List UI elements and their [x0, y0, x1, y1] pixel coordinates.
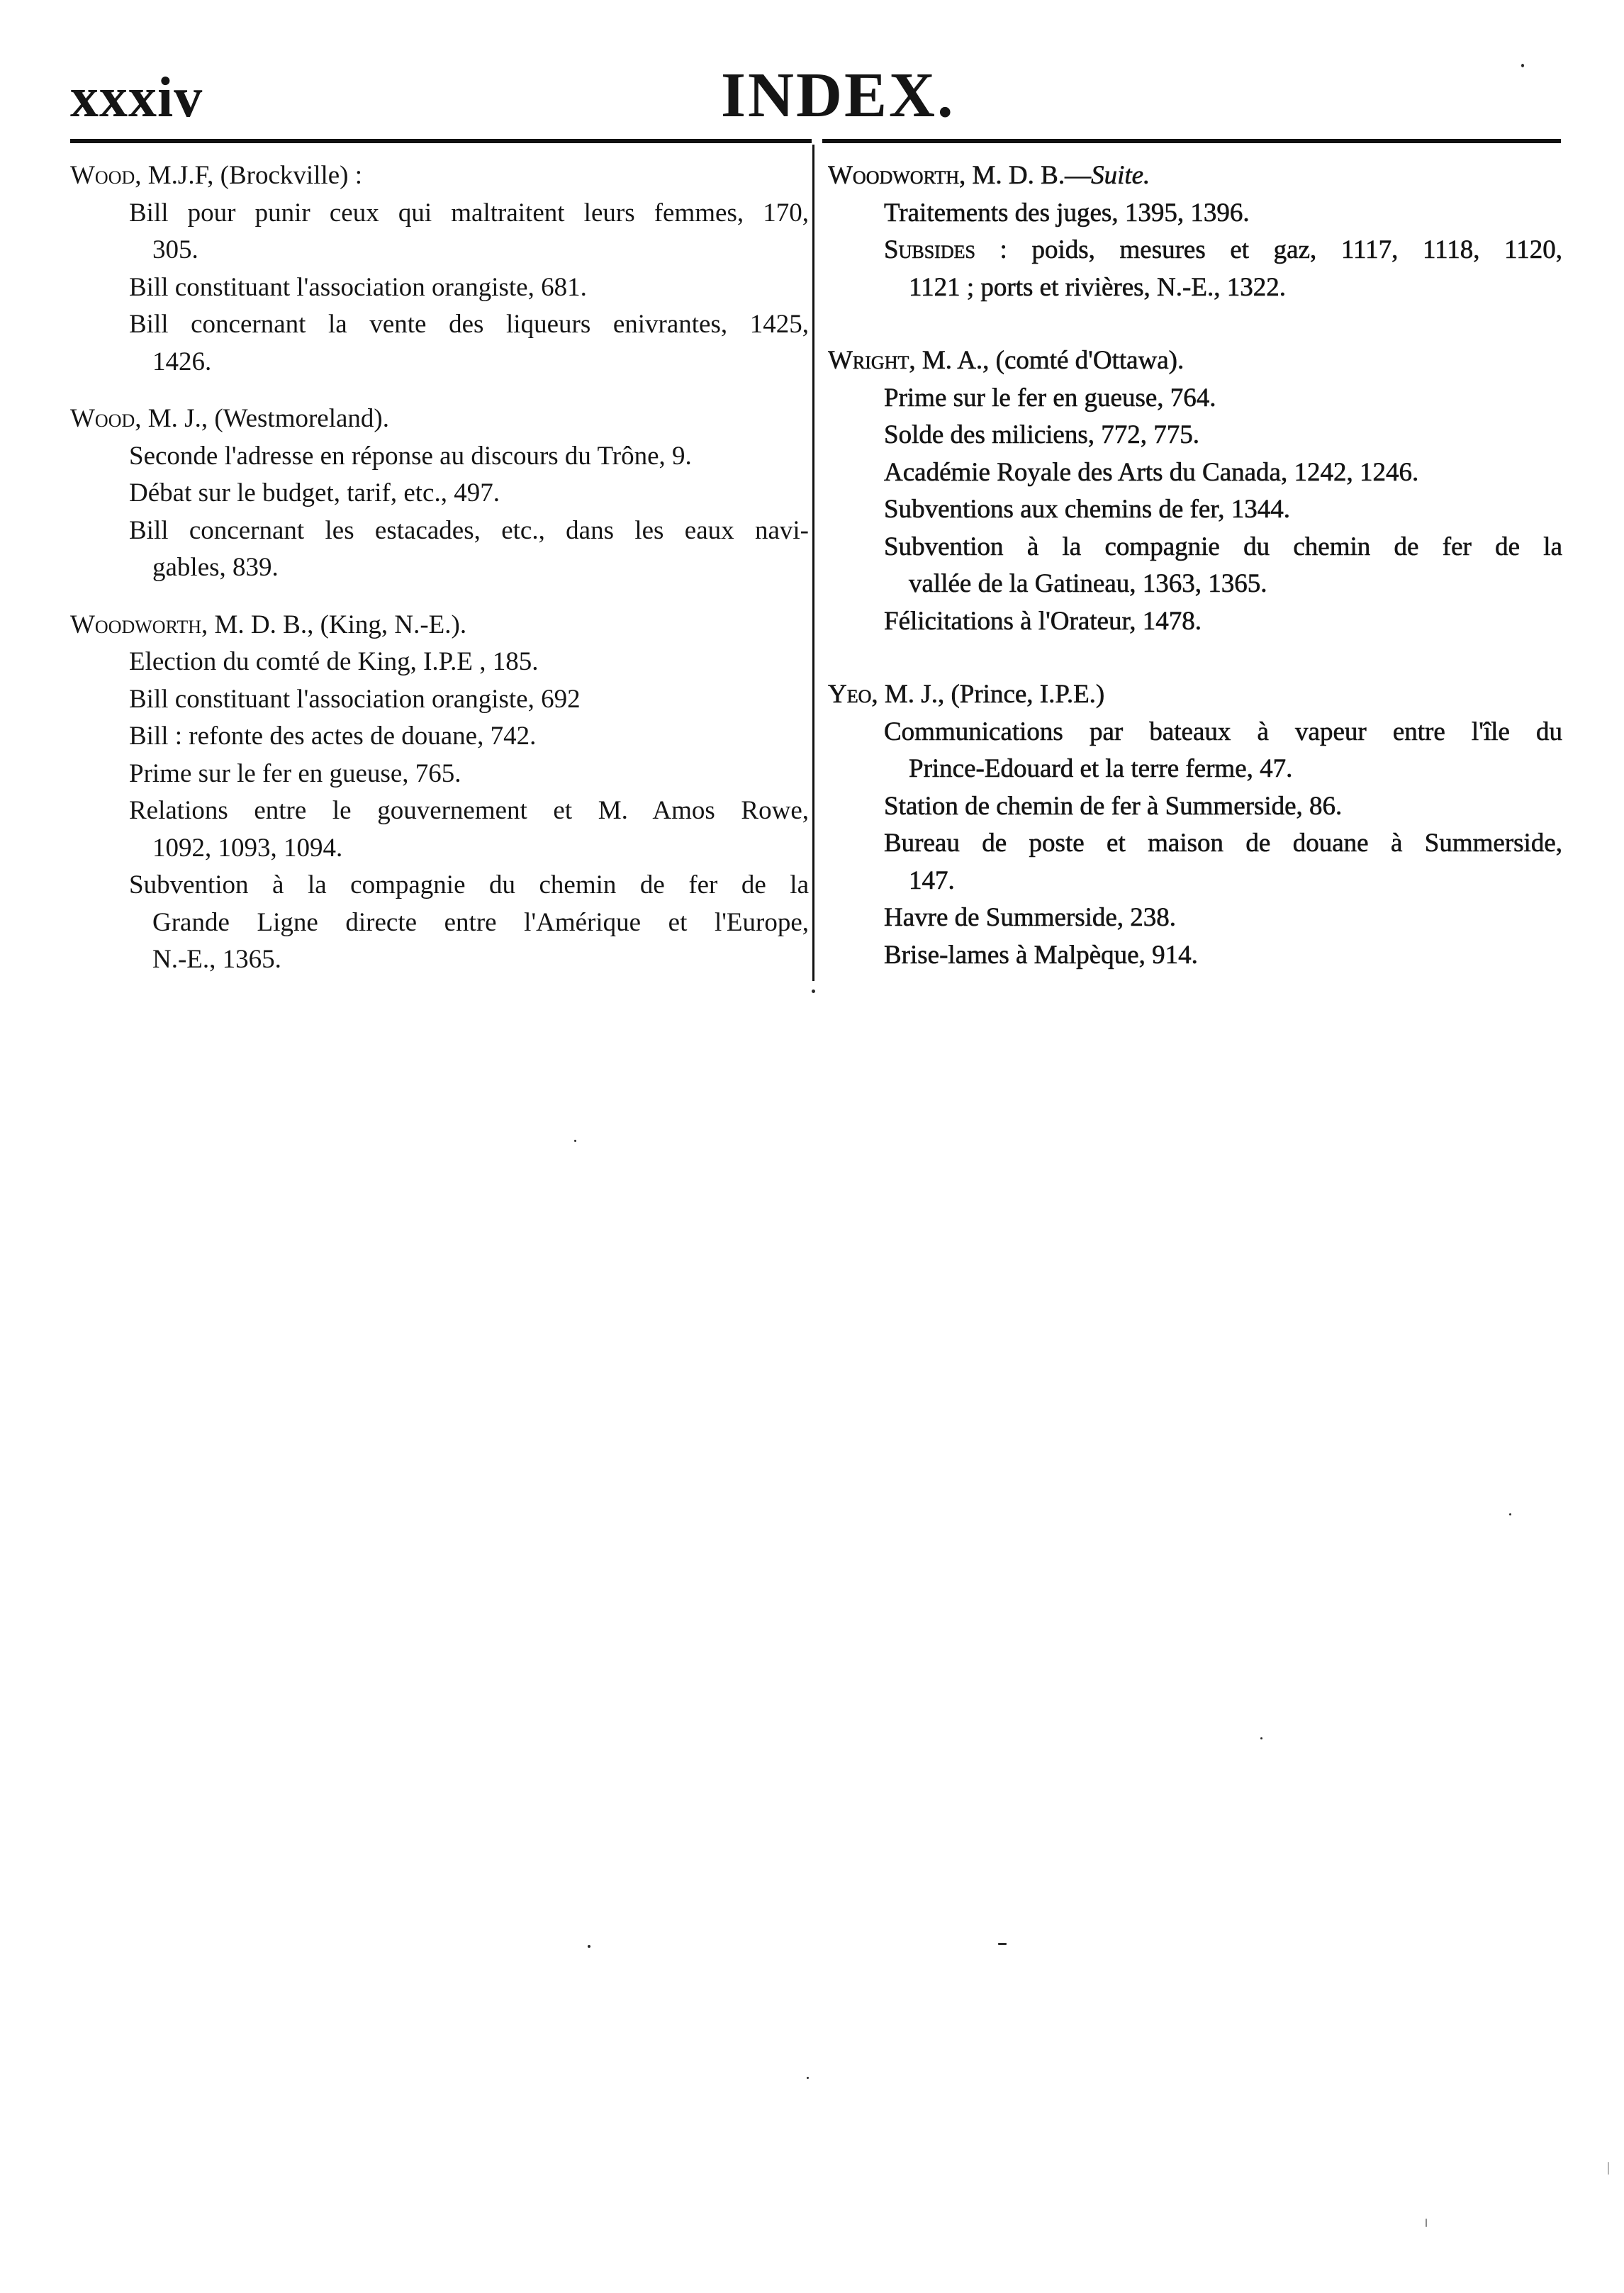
entry-details: , M. J., (Prince, I.P.E.)	[871, 680, 1105, 709]
item-text: Bill constituant l'association orangiste, 692	[129, 684, 581, 714]
item-text: Prime sur le fer en gueuse, 764.	[884, 383, 1216, 413]
index-item	[828, 380, 1562, 417]
index-item	[70, 756, 809, 793]
item-line	[70, 438, 809, 476]
index-item	[828, 788, 1562, 826]
index-item	[70, 792, 809, 867]
item-line	[70, 756, 809, 793]
item-text: Bill concernant les estacades, etc., dans les eaux navi-	[129, 515, 809, 545]
index-item	[828, 491, 1562, 529]
entry-name: Woodworth	[828, 161, 960, 190]
header-rule-right	[822, 139, 1561, 143]
index-item	[70, 195, 809, 269]
item-text: Communications par bateaux à vapeur entre l'île du	[884, 717, 1562, 746]
item-line	[70, 718, 809, 756]
index-item	[70, 306, 809, 381]
item-text: 1092, 1093, 1094.	[152, 833, 343, 863]
item-text: Solde des miliciens, 772, 775.	[884, 420, 1199, 449]
column-divider	[812, 145, 814, 981]
item-text: Election du comté de King, I.P.E , 185.	[129, 647, 539, 676]
index-entry	[70, 400, 809, 587]
index-item	[70, 512, 809, 587]
item-line	[70, 941, 809, 979]
item-text: Brise-lames à Malpèque, 914.	[884, 940, 1198, 970]
item-text: Traitements des juges, 1395, 1396.	[884, 198, 1250, 228]
item-text: Bill concernant la vente des liqueurs enivrantes, 1425,	[129, 310, 809, 339]
entry-name: Wood	[70, 404, 135, 433]
entry-name: Wood	[70, 161, 135, 190]
item-text: Félicitations à l'Orateur, 1478.	[884, 606, 1202, 636]
divider-end-dot	[812, 989, 815, 993]
item-line	[70, 867, 809, 904]
scan-speck	[998, 1943, 1007, 1945]
entry-details: , M.J.F, (Brockville) :	[135, 161, 363, 190]
page-number: xxxiv	[70, 67, 203, 129]
index-item	[828, 417, 1562, 454]
entry-details: , M. D. B., (King, N.-E.).	[201, 610, 467, 639]
item-line	[70, 681, 809, 719]
entry-heading	[828, 676, 1562, 714]
index-column-left	[70, 157, 809, 979]
scan-speck	[1608, 2162, 1609, 2175]
scan-speck	[807, 2077, 809, 2079]
item-line	[828, 937, 1562, 975]
item-line	[828, 566, 1562, 603]
index-item	[70, 681, 809, 719]
index-item	[828, 937, 1562, 975]
index-item	[70, 438, 809, 476]
entry-details: , M. J., (Westmoreland).	[135, 404, 389, 433]
item-line	[828, 899, 1562, 937]
item-text: 147.	[909, 865, 955, 895]
item-line	[828, 825, 1562, 863]
entry-heading	[828, 342, 1562, 380]
entry-name: Yeo	[828, 680, 872, 709]
item-text: Relations entre le gouvernement et M. Amos Rowe,	[129, 796, 809, 825]
item-line	[828, 529, 1562, 566]
item-line	[70, 195, 809, 232]
index-item	[70, 718, 809, 756]
index-item	[828, 899, 1562, 937]
index-item	[828, 454, 1562, 492]
scan-speck	[1521, 64, 1524, 67]
item-line	[70, 792, 809, 830]
item-line	[828, 417, 1562, 454]
item-line	[828, 380, 1562, 417]
item-text: Prime sur le fer en gueuse, 765.	[129, 758, 461, 788]
index-item	[828, 232, 1562, 306]
entry-suffix: Suite.	[1091, 161, 1150, 190]
index-entry	[828, 157, 1562, 306]
item-line	[828, 863, 1562, 900]
entry-name: Wright	[828, 346, 909, 375]
entry-heading	[70, 607, 809, 644]
item-text: Bill : refonte des actes de douane, 742.	[129, 722, 537, 751]
item-line	[70, 830, 809, 868]
index-item	[828, 603, 1562, 641]
item-line	[70, 549, 809, 587]
item-line	[828, 603, 1562, 641]
item-text: Débat sur le budget, tarif, etc., 497.	[129, 478, 500, 508]
item-line	[70, 475, 809, 512]
entry-name: Woodworth	[70, 610, 202, 639]
item-text: Subvention à la compagnie du chemin de fer de la	[884, 532, 1562, 561]
scan-speck	[1426, 2219, 1427, 2227]
index-entry	[828, 342, 1562, 640]
item-line	[70, 512, 809, 550]
item-text: 1121 ; ports et rivières, N.-E., 1322.	[909, 272, 1286, 302]
index-item	[828, 714, 1562, 788]
index-entry	[70, 607, 809, 979]
item-text: Prince-Edouard et la terre ferme, 47.	[909, 754, 1293, 783]
item-line	[828, 491, 1562, 529]
item-text: Seconde l'adresse en réponse au discours du Trône, 9.	[129, 441, 692, 471]
item-line	[70, 232, 809, 269]
index-entry	[828, 676, 1562, 974]
index-item	[70, 644, 809, 681]
item-text: 1426.	[152, 347, 212, 376]
index-item	[828, 825, 1562, 899]
item-text: gables, 839.	[152, 553, 279, 582]
index-item	[70, 475, 809, 512]
scan-speck	[1509, 1513, 1511, 1515]
item-lead: Subsides	[884, 235, 975, 264]
item-text: Station de chemin de fer à Summerside, 86.	[884, 791, 1343, 821]
page-title: INDEX.	[721, 60, 956, 130]
item-line	[828, 195, 1562, 232]
entry-heading	[70, 157, 809, 195]
item-text: Grande Ligne directe entre l'Amérique et l'Europe,	[152, 907, 809, 937]
item-text: Académie Royale des Arts du Canada, 1242, 1246.	[884, 457, 1419, 487]
scan-speck	[588, 1945, 590, 1948]
item-line	[70, 904, 809, 942]
item-text: Subventions aux chemins de fer, 1344.	[884, 495, 1290, 524]
index-item	[828, 195, 1562, 232]
item-text: : poids, mesures et gaz, 1117, 1118, 1120,	[975, 235, 1562, 264]
item-text: Havre de Summerside, 238.	[884, 903, 1177, 932]
item-line	[828, 751, 1562, 788]
scan-speck	[1260, 1737, 1262, 1739]
item-line	[828, 714, 1562, 751]
entry-details: , M. A., (comté d'Ottawa).	[909, 346, 1185, 375]
index-entry	[70, 157, 809, 381]
scan-speck	[574, 1140, 576, 1142]
item-text: Bureau de poste et maison de douane à Summerside,	[884, 829, 1562, 858]
entry-heading	[70, 400, 809, 438]
item-text: vallée de la Gatineau, 1363, 1365.	[909, 569, 1267, 598]
item-text: Bill pour punir ceux qui maltraitent leurs femmes, 170,	[129, 198, 809, 228]
item-line	[70, 344, 809, 381]
item-line	[828, 232, 1562, 269]
item-line	[828, 788, 1562, 826]
item-line	[70, 644, 809, 681]
item-line	[70, 269, 809, 307]
item-line	[828, 454, 1562, 492]
index-item	[70, 867, 809, 979]
index-column-right	[828, 157, 1562, 974]
entry-details: , M. D. B.—	[959, 161, 1092, 190]
header-rule-left	[70, 139, 812, 143]
item-line	[70, 306, 809, 344]
item-text: 305.	[152, 235, 198, 264]
item-text: Bill constituant l'association orangiste, 681.	[129, 272, 587, 302]
index-item	[70, 269, 809, 307]
item-text: Subvention à la compagnie du chemin de fer de la	[129, 870, 809, 899]
item-line	[828, 269, 1562, 307]
index-item	[828, 529, 1562, 603]
item-text: N.-E., 1365.	[152, 945, 281, 974]
entry-heading	[828, 157, 1562, 195]
